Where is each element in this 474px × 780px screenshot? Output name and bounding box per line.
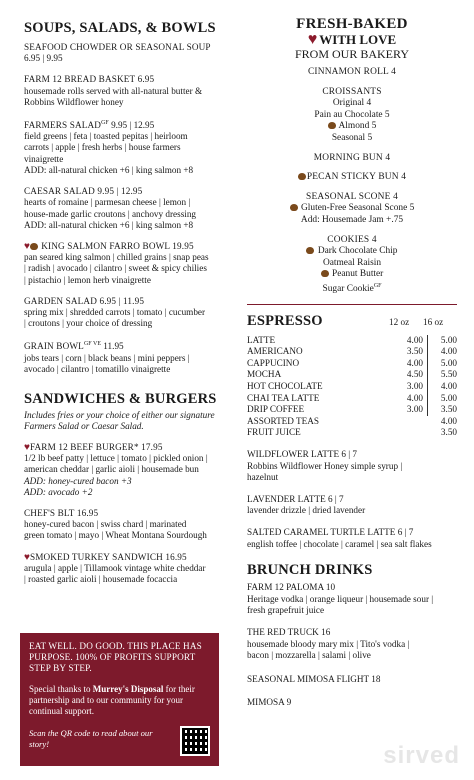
acorn-icon [298, 173, 306, 180]
menu-item-caesar-salad: CAESAR SALAD 9.95 | 12.95 hearts of romaine | parmesan cheese | lemon | house-made garlic croutons | anchovy dressing ADD: all-natural chicken +6 | king salmon +8 [24, 186, 197, 230]
purpose-box [20, 633, 219, 766]
acorn-icon [321, 270, 329, 277]
espresso-table [247, 335, 457, 439]
bakery-croissants: CROISSANTS Original 4 Pain au Chocolate 5 Almond 5 Seasonal 5 [314, 86, 390, 143]
qr-caption: Scan the QR code to read about our story! [29, 728, 153, 749]
espresso-heading: ESPRESSO [247, 312, 323, 329]
espresso-row: HOT CHOCOLATE 3.00 4.00 [247, 381, 457, 391]
latte-wildflower: WILDFLOWER LATTE 6 | 7 Robbins Wildflower Honey simple syrup | hazelnut [247, 448, 403, 483]
bakery-title: FRESH-BAKED ♥ WITH LOVE FROM OUR BAKERY [294, 16, 410, 61]
bakery-pecan-bun: PECAN STICKY BUN 4 [247, 172, 457, 184]
menu-item-salmon-bowl: ♥ KING SALMON FARRO BOWL 19.95 pan seared king salmon | chilled grains | snap peas | radish | avocado | cilantro | sweet & spicy chilies | pistachio | lemon herb vinaigrette [24, 240, 209, 285]
menu-item-grain-bowl: GRAIN $BOWL^{GF VE}$ 11.95 jobs tears | corn | black beans | mini peppers | avocado | cilantro | tomatillo vinaigrette [24, 341, 190, 374]
latte-lavender: LAVENDER LATTE 6 | 7 lavender drizzle | dried lavender [247, 493, 366, 516]
qr-code[interactable] [180, 726, 210, 756]
espresso-row: MOCHA 4.50 5.50 [247, 369, 457, 380]
heart-icon: ♥ [307, 31, 318, 48]
brunch-heading: BRUNCH DRINKS [247, 562, 373, 579]
menu-item-farmers-salad: FARMERS $SALAD^{GF}$ 9.95 | 12.95 field greens | feta | toasted pepitas | heirloom carrots | apple | fresh herbs | house farmers vinaigrette ADD: all-natural chicken +6 | king salmon +8 [24, 120, 194, 175]
divider [247, 304, 457, 305]
brunch-red-truck: THE RED TRUCK 16 housemade bloody mary mix | Tito's vodka | bacon | mozzarella | salami | olive [247, 626, 410, 661]
latte-salted-caramel: SALTED CARAMEL TURTLE LATTE 6 | 7 english toffee | chocolate | caramel | sea salt flakes [247, 526, 432, 549]
espresso-row: DRIP COFFEE 3.00 3.50 [247, 404, 457, 415]
heart-icon: ♥ [24, 551, 30, 563]
soups-heading: SOUPS, SALADS, & BOWLS [24, 20, 216, 36]
brunch-mimosa: MIMOSA 9 [247, 697, 292, 708]
brunch-paloma: FARM 12 PALOMA 10 Heritage vodka | orange liqueur | housemade sour | fresh grapefruit juice [247, 582, 434, 616]
acorn-icon [328, 122, 336, 129]
espresso-row: LATTE 4.00 5.00 [247, 334, 457, 345]
acorn-icon [290, 204, 298, 211]
heart-icon: ♥ [24, 442, 30, 453]
thanks-text: Special thanks to Murrey's Disposal for their partnership and to our community for your continual support. [29, 684, 195, 716]
menu-item-chowder: SEAFOOD CHOWDER OR SEASONAL SOUP 6.95 | 9.95 [24, 42, 211, 64]
espresso-row: ASSORTED TEAS 4.00 [247, 415, 457, 426]
bakery-morning-bun: MORNING BUN 4 [313, 152, 391, 163]
bakery-cookies: COOKIES 4 Dark Chocolate Chip Oatmeal Raisin Peanut Butter Sugar Cookie$^{GF}$ [247, 235, 457, 296]
menu-item-chefs-blt: CHEF'S BLT 16.95 honey-cured bacon | swiss chard | marinated green tomato | mayo | Wheat Montana Sourdough [24, 508, 207, 541]
acorn-icon [30, 243, 38, 250]
espresso-row: AMERICANO 3.50 4.00 [247, 346, 457, 357]
watermark: sirved [383, 742, 460, 769]
menu-item-turkey-sandwich: ♥SMOKED TURKEY SANDWICH 16.95 arugula | apple | Tillamook vintage white cheddar | roasted garlic aioli | housemade focaccia [24, 551, 206, 585]
menu-item-bread-basket: FARM 12 BREAD BASKET 6.95 housemade rolls served with all-natural butter & Robbins Wildflower honey [24, 74, 203, 107]
acorn-icon [306, 247, 314, 254]
heart-icon: ♥ [24, 240, 30, 252]
menu-item-beef-burger: ♥FARM 12 BEEF BURGER* 17.95 1/2 lb beef patty | lettuce | tomato | pickled onion | american cheddar | garlic aioli | housemade bun ADD: honey-cured bacon +3 ADD: avocado +2 [24, 442, 208, 497]
bakery-cinnamon-roll: CINNAMON ROLL 4 [307, 67, 397, 77]
espresso-header: ESPRESSO 12 oz 16 oz [247, 312, 444, 329]
right-column [247, 16, 457, 709]
sandwiches-heading: SANDWICHES & BURGERS [24, 391, 217, 407]
menu-item-garden-salad: GARDEN SALAD 6.95 | 11.95 spring mix | shredded carrots | tomato | cucumber | croutons | your choice of dressing [24, 295, 206, 329]
sandwiches-intro: Includes fries or your choice of either our signature Farmers Salad or Caesar Salad. [24, 410, 215, 431]
purpose-motto: EAT WELL. DO GOOD. THIS PLACE HAS PURPOSE. 100% OF PROFITS SUPPORT STEP BY STEP. [29, 641, 202, 673]
bakery-scone: SEASONAL SCONE 4 Gluten-Free Seasonal Scone 5 Add: Housemade Jam +.75 [247, 192, 457, 227]
espresso-row: CAPPUCINO 4.00 5.00 [247, 357, 457, 368]
left-column [24, 20, 238, 595]
brunch-mimosa-flight: SEASONAL MIMOSA FLIGHT 18 [247, 673, 381, 684]
espresso-row: FRUIT JUICE 3.50 [247, 427, 457, 438]
espresso-row: CHAI TEA LATTE 4.00 5.00 [247, 392, 457, 403]
